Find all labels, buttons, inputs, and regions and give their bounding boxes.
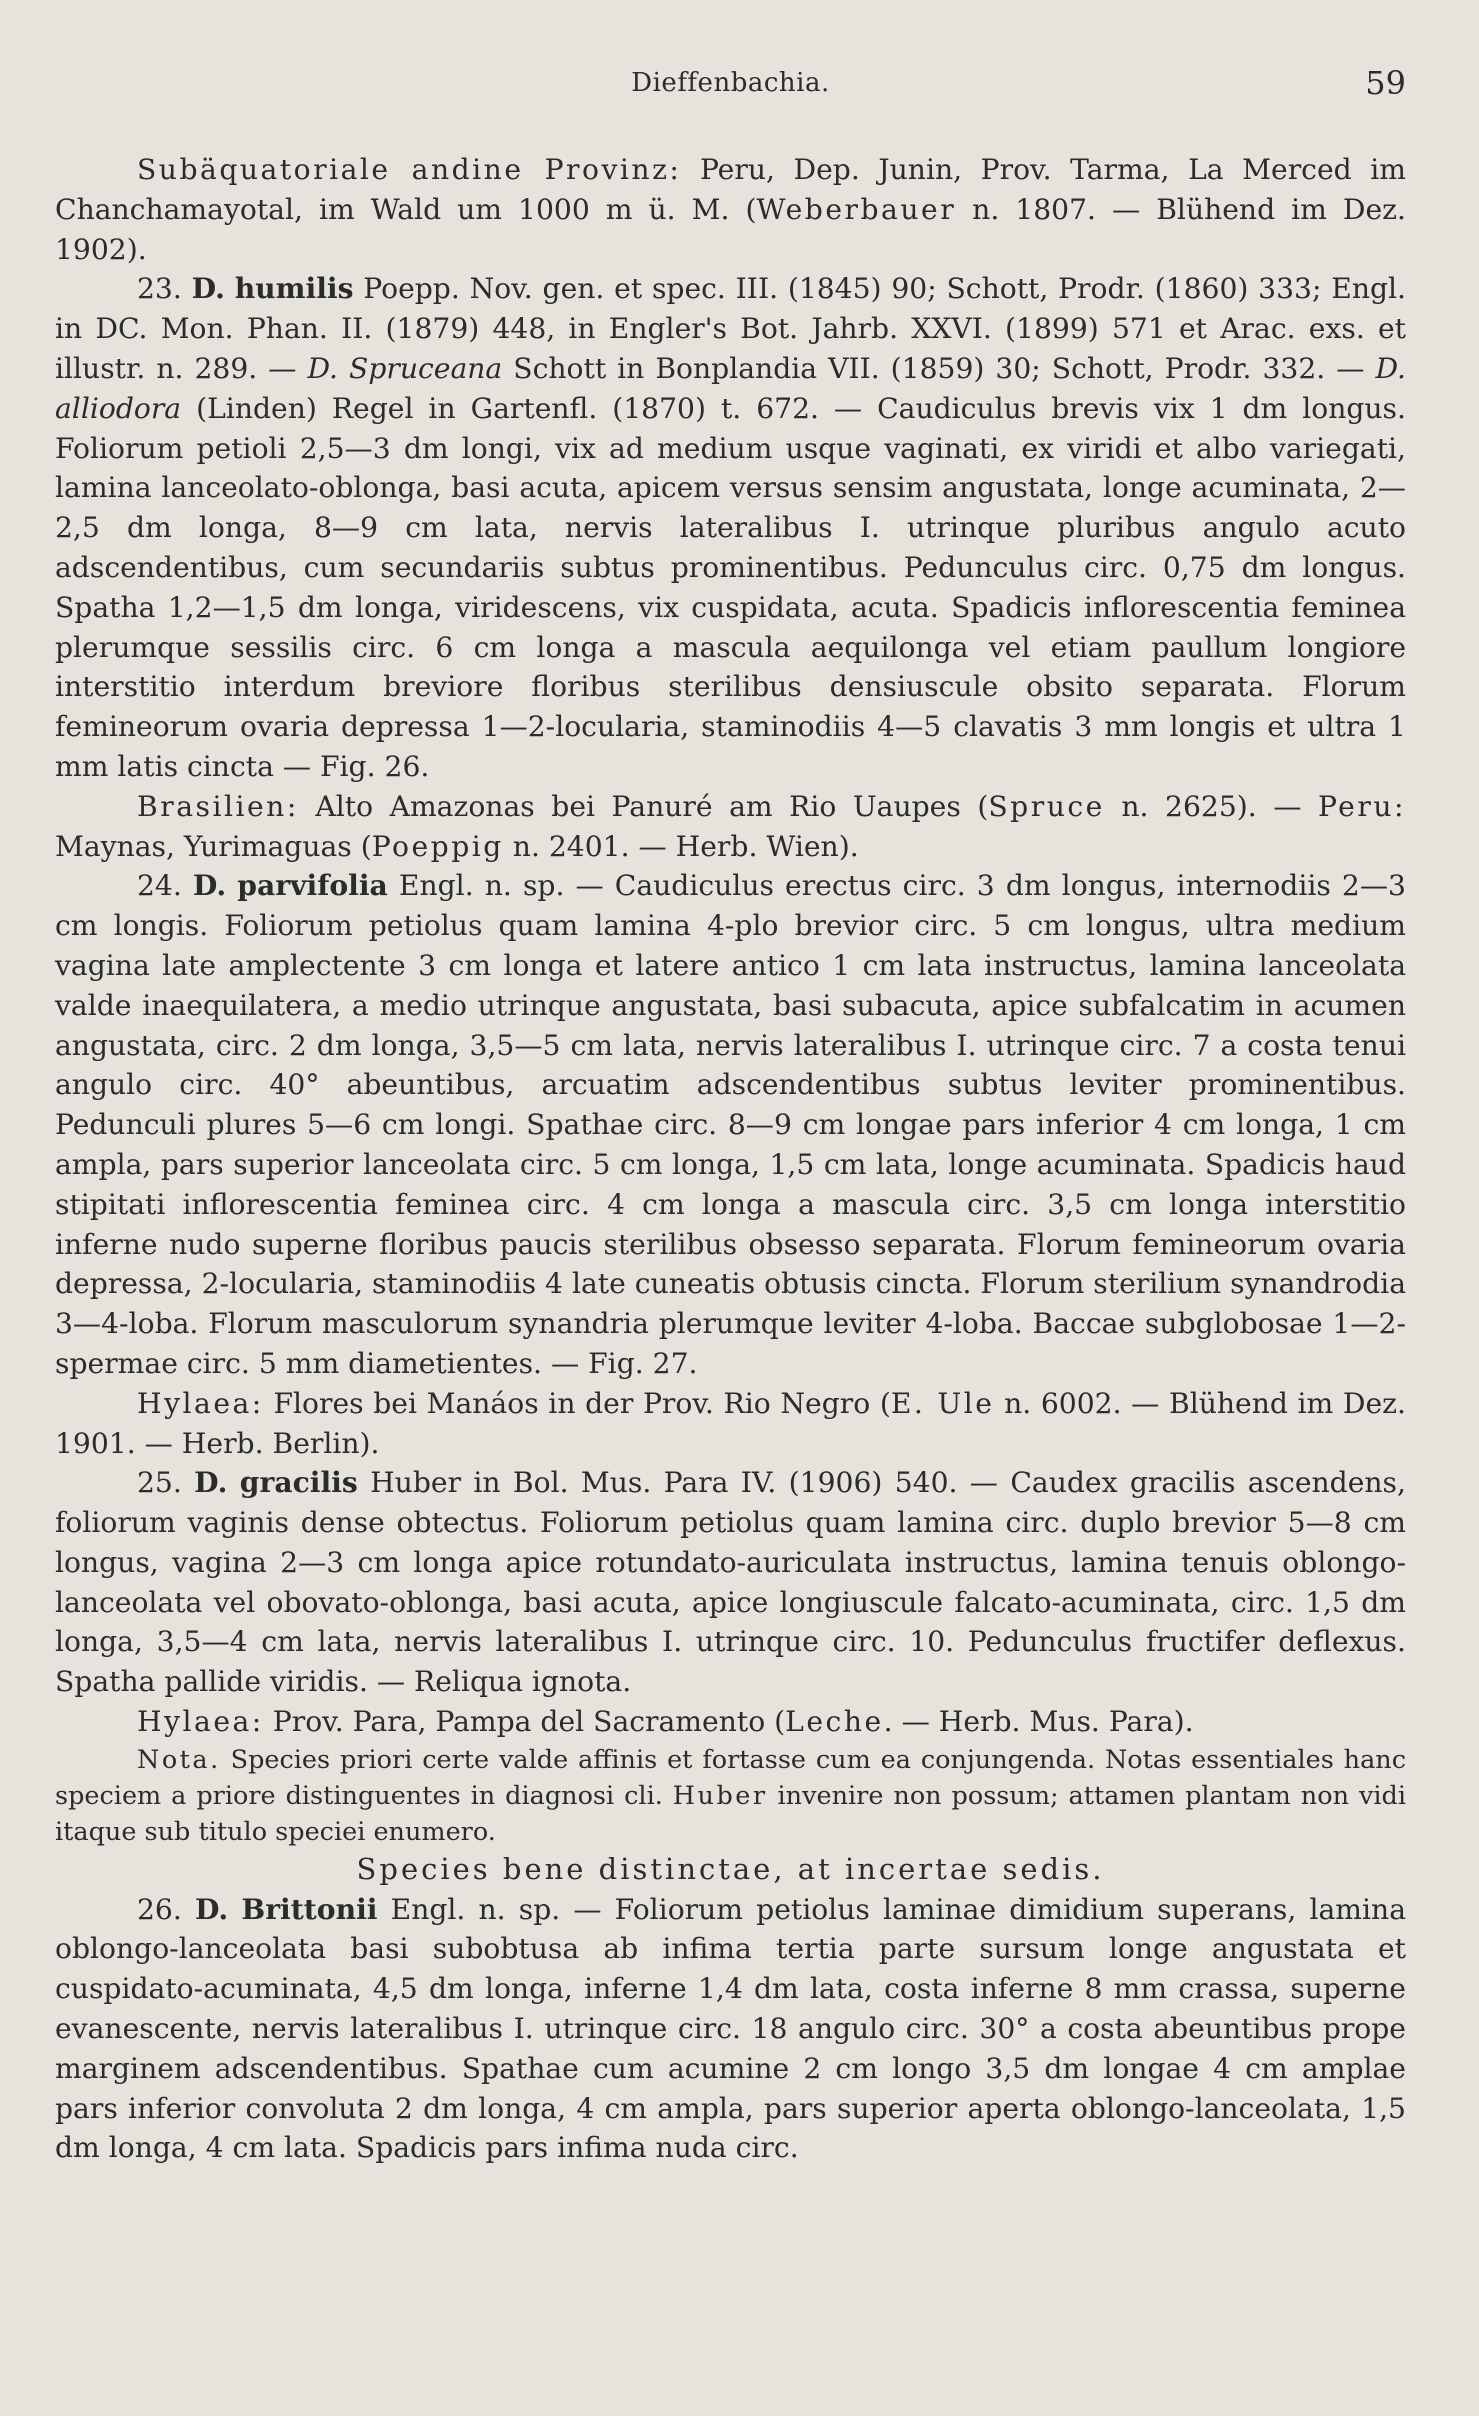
running-title: Dieffenbachia. [631,68,830,98]
body-text [55,150,1406,2168]
nota-label: Nota. [137,1744,221,1775]
text-run: Species priori certe valde affinis et fortasse cum ea conjungenda. Notas essentiales hanc speciem a priore distinguentes in diagnosi cli. [55,1744,1406,1811]
description-text: (Linden) Regel in Gartenfl. (1870) t. 672. — Caudiculus brevis vix 1 dm longus. Foliorum petioli 2,5—3 dm longi, vix ad medium usque vaginati, ex viridi et albo variegati, lamina lanceolato-oblonga, basi acuta, apicem versus sensim angustata, longe acuminata, 2—2,5 dm longa, 8—9 cm lata, nervis lateralibus I. utrinque pluribus angulo acuto adscendentibus, cum secundariis subtus prominentibus. Pedunculus circ. 0,75 dm longus. Spatha 1,2—1,5 dm longa, viridescens, vix cuspidata, acuta. Spadicis inflorescentia feminea plerumque sessilis circ. 6 cm longa a mascula aequilonga vel etiam paullum longiore interstitio interdum breviore floribus sterilibus densiuscule obsito separata. Florum femineorum ovaria depressa 1—2-locularia, staminodiis 4—5 clavatis 3 mm longis et ultra 1 mm latis cincta — Fig. 26. [55,391,1406,783]
collector-name: Spruce [988,789,1105,823]
region-name: Peru: [1317,789,1406,823]
text-run: Prov. Para, Pampa del Sacramento ( [263,1705,786,1739]
citation-text: Poepp. Nov. gen. et spec. III. (1845) 90; Schott, Prodr. (1860) 333; Engl. in DC. Mon. Phan. II. (1879) 448, in Engler's Bot. Jahrb. XXVI. (1899) 571 et Arac. exs. et illustr. n. 289. — [55,272,1407,385]
text-run: n. 2401. — Herb. Wien). [503,829,859,863]
running-head [55,60,1406,108]
species-genus: D. [191,272,225,306]
collector-name: E. Ule [890,1386,995,1420]
collector-name: Weberbauer [756,192,957,226]
text-run: n. 1807. — Blühend im Dez. 1902). [55,192,1406,266]
synonym-name: D. alliodora [55,351,1406,425]
region-name: Brasilien: [137,789,299,823]
species-number: 24. [137,869,182,903]
section-heading: Species bene distinctae, at incertae sedis. [356,1851,1105,1886]
distribution-paragraph [55,787,1406,867]
species-epithet: humilis [234,272,354,306]
description-text: Huber in Bol. Mus. Para IV. (1906) 540. — Caudex gracilis ascendens, foliorum vaginis dense obtectus. Foliorum petiolus quam lamina circ. duplo brevior 5—8 cm longus, vagina 2—3 cm longa apice rotundato-auriculata instructus, lamina tenuis oblongo-lanceolata vel obovato-oblonga, basi acuta, apice longiuscule falcato-acuminata, circ. 1,5 dm longa, 3,5—4 cm lata, nervis lateralibus I. utrinque circ. 10. Pedunculus fructifer deflexus. Spatha pallide viridis. — Reliqua ignota. [55,1466,1406,1699]
species-epithet: parvifolia [237,869,388,903]
text-run: n. 2625). — [1104,789,1318,823]
text-run: Peru, Dep. Junin, Prov. Tarma, La Merced im Chanchamayotal, im Wald um 1000 m ü. M. ( [55,153,1406,226]
collector-name: Huber [672,1780,768,1811]
citation-text: Schott in Bonplandia VII. (1859) 30; Schott, Prodr. 332. — [502,351,1376,385]
text-run: n. 6002. — Blühend im Dez. 1901. — Herb. Berlin). [55,1386,1406,1460]
species-genus: D. [194,1892,229,1926]
species-epithet: gracilis [239,1466,358,1500]
synonym-name: D. Spruceana [307,351,503,385]
species-number: 25. [137,1466,182,1500]
species-entry-24 [55,866,1406,1383]
page-number: 59 [1365,64,1406,102]
species-entry-25 [55,1463,1406,1702]
text-run: Maynas, Yurimaguas ( [55,829,372,863]
distribution-paragraph [55,1384,1406,1464]
species-entry-26 [55,1890,1406,2169]
species-entry-23 [55,269,1406,786]
collector-name: Leche [785,1705,884,1739]
species-number: 26. [137,1892,182,1926]
species-number: 23. [137,272,182,306]
region-name: Hylaea: [137,1386,264,1420]
distribution-paragraph [55,1702,1406,1742]
nota-paragraph [55,1742,1406,1850]
text-run: Flores bei Manáos in der Prov. Rio Negro ( [263,1386,891,1420]
distribution-paragraph [55,150,1406,269]
text-run: . — Herb. Mus. Para). [883,1705,1194,1739]
region-name: Hylaea: [137,1705,264,1739]
text-run: Alto Amazonas bei Panuré am Rio Uaupes ( [298,789,989,823]
species-genus: D. [194,1466,228,1500]
text-run: invenire non possum; attamen plantam non vidi itaque sub titulo speciei enumero. [55,1780,1406,1847]
species-epithet: Brittonii [241,1892,378,1926]
species-genus: D. [192,869,227,903]
collector-name: Poeppig [371,829,504,863]
region-name: Subäquatoriale andine Provinz: [137,153,682,186]
description-text: Engl. n. sp. — Foliorum petiolus laminae dimidium superans, lamina oblongo-lanceolata basi subobtusa ab infima tertia parte sursum longe angustata et cuspidato-acuminata, 4,5 dm longa, inferne 1,4 dm lata, costa inferne 8 mm crassa, superne evanescente, nervis lateralibus I. utrinque circ. 18 angulo circ. 30° a costa abeuntibus prope marginem adscendentibus. Spathae cum acumine 2 cm longo 3,5 dm longae 4 cm amplae pars inferior convoluta 2 dm longa, 4 cm ampla, pars superior aperta oblongo-lanceolata, 1,5 dm longa, 4 cm lata. Spadicis pars infima nuda circ. [55,1892,1407,2165]
description-text: Engl. n. sp. — Caudiculus erectus circ. 3 dm longus, internodiis 2—3 cm longis. Foliorum petiolus quam lamina 4-plo brevior circ. 5 cm longus, ultra medium vagina late amplectente 3 cm longa et latere antico 1 cm lata instructus, lamina lanceolata valde inaequilatera, a medio utrinque angustata, basi subacuta, apice subfalcatim in acumen angustata, circ. 2 dm longa, 3,5—5 cm lata, nervis lateralibus I. utrinque circ. 7 a costa tenui angulo circ. 40° abeuntibus, arcuatim adscendentibus subtus leviter prominentibus. Pedunculi plures 5—6 cm longi. Spathae circ. 8—9 cm longae pars inferior 4 cm longa, 1 cm ampla, pars superior lanceolata circ. 5 cm longa, 1,5 cm lata, longe acuminata. Spadicis haud stipitati inflorescentia feminea circ. 4 cm longa a mascula circ. 3,5 cm longa interstitio inferne nudo superne floribus paucis sterilibus obsesso separata. Florum femineorum ovaria depressa, 2-locularia, staminodiis 4 late cuneatis obtusis cincta. Florum sterilium synandrodia 3—4-loba. Florum masculorum synandria plerumque leviter 4-loba. Baccae subglobosae 1—2-spermae circ. 5 mm diametientes. — Fig. 27. [55,869,1406,1380]
